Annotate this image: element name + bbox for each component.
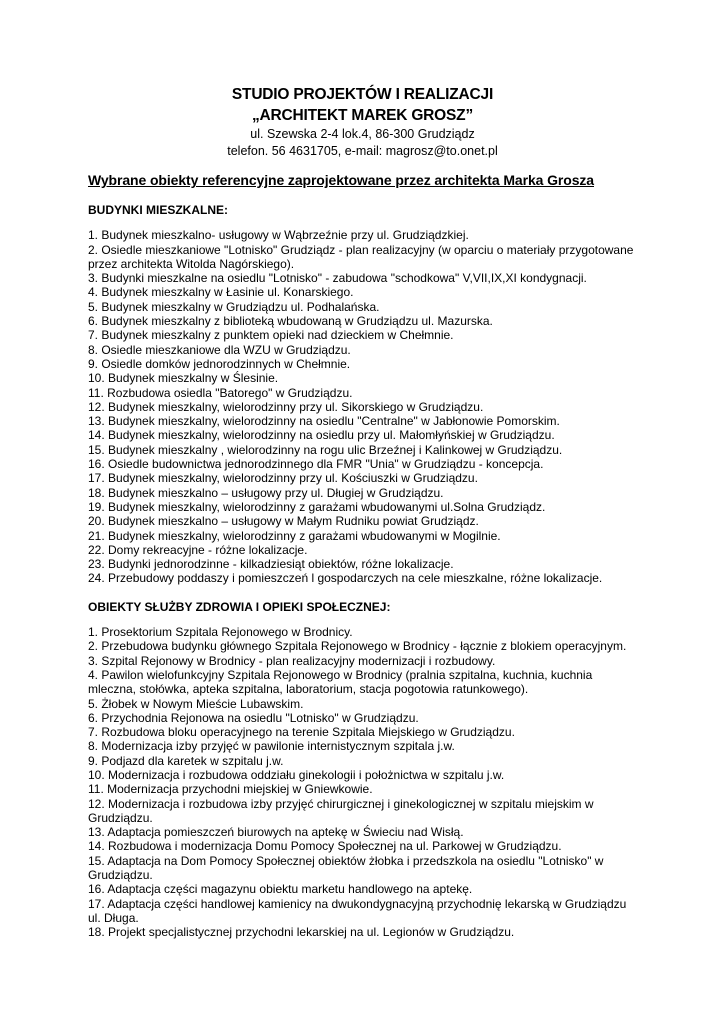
list-item: 20. Budynek mieszkalno – usługowy w Małym Rudniku powiat Grudziądz. [88, 514, 479, 529]
company-contact: telefon. 56 4631705, e-mail: magrosz@to.onet.pl [227, 144, 498, 158]
list-item: 17. Budynek mieszkalny, wielorodzinny przy ul. Kościuszki w Grudziądzu. [88, 471, 478, 486]
list-item: 24. Przebudowy poddaszy i pomieszczeń l gospodarczych na cele mieszkalne, różne lokalizacje. [88, 571, 603, 586]
section-item-list [88, 228, 639, 585]
document-title: Wybrane obiekty referencyjne zaprojektowane przez architekta Marka Grosza [88, 172, 594, 188]
list-item: 9. Osiedle domków jednorodzinnych w Chełmnie. [88, 356, 351, 371]
list-item: 14. Rozbudowa i modernizacja Domu Pomocy Społecznej na ul. Parkowej w Grudziądzu. [88, 839, 562, 854]
list-item: 12. Budynek mieszkalny, wielorodzinny przy ul. Sikorskiego w Grudziądzu. [88, 399, 484, 414]
list-item: 7. Budynek mieszkalny z punktem opieki nad dzieckiem w Chełmnie. [88, 328, 454, 343]
list-item: 13. Adaptacja pomieszczeń biurowych na aptekę w Świeciu nad Wisłą. [88, 825, 464, 840]
list-item: 10. Budynek mieszkalny w Ślesinie. [88, 371, 279, 386]
list-item: 6. Przychodnia Rejonowa na osiedlu "Lotnisko" w Grudziądzu. [88, 710, 419, 725]
list-item: 7. Rozbudowa bloku operacyjnego na terenie Szpitala Miejskiego w Grudziądzu. [88, 725, 515, 740]
list-item: 13. Budynek mieszkalny, wielorodzinny na osiedlu "Centralne" w Jabłonowie Pomorskim. [88, 414, 560, 429]
list-item: 4. Budynek mieszkalny w Łasinie ul. Konarskiego. [88, 285, 354, 300]
list-item: 15. Budynek mieszkalny , wielorodzinny na rogu ulic Brzeźnej i Kalinkowej w Grudziądzu. [88, 442, 563, 457]
list-item: 1. Prosektorium Szpitala Rejonowego w Brodnicy. [88, 625, 353, 640]
company-address: ul. Szewska 2-4 lok.4, 86-300 Grudziądz [250, 127, 475, 141]
list-item: 9. Podjazd dla karetek w szpitalu j.w. [88, 753, 284, 768]
list-item: 5. Budynek mieszkalny w Grudziądzu ul. Podhalańska. [88, 299, 380, 314]
list-item: 10. Modernizacja i rozbudowa oddziału ginekologii i położnictwa w szpitalu j.w. [88, 767, 505, 782]
list-item: 8. Modernizacja izby przyjęć w pawilonie internistycznym szpitala j.w. [88, 739, 455, 754]
letterhead [88, 84, 637, 160]
list-item: 16. Adaptacja części magazynu obiektu marketu handlowego na aptekę. [88, 882, 473, 897]
section-title: BUDYNKI MIESZKALNE: [88, 203, 228, 217]
list-item: 18. Budynek mieszkalno – usługowy przy ul. Długiej w Grudziądzu. [88, 485, 444, 500]
list-item: 16. Osiedle budownictwa jednorodzinnego dla FMR "Unia" w Grudziądzu - koncepcja. [88, 457, 544, 472]
list-item: 17. Adaptacja części handlowej kamienicy na dwukondygnacyjną przychodnię lekarską w Grudziądzu ul. Długa. [88, 896, 627, 925]
list-item: 4. Pawilon wielofunkcyjny Szpitala Rejonowego w Brodnicy (pralnia szpitalna, kuchnia, kuchnia mleczna, stołówka, apteka szpitalna, laboratorium, stacja pogotowia ratunkowego). [88, 667, 593, 697]
list-item: 3. Budynki mieszkalne na osiedlu "Lotnisko" - zabudowa "schodkowa" V,VII,IX,XI kondygnacji. [88, 271, 587, 286]
section-item-list [88, 625, 639, 940]
list-item: 22. Domy rekreacyjne - różne lokalizacje. [88, 542, 308, 557]
list-item: 8. Osiedle mieszkaniowe dla WZU w Grudziądzu. [88, 342, 351, 357]
list-item: 11. Rozbudowa osiedla "Batorego" w Grudziądzu. [88, 385, 353, 400]
list-item: 12. Modernizacja i rozbudowa izby przyjęć chirurgicznej i ginekologicznej w szpitalu miejskim w Grudziądzu. [88, 796, 594, 825]
list-item: 3. Szpital Rejonowy w Brodnicy - plan realizacyjny modernizacji i rozbudowy. [88, 653, 496, 668]
list-item: 19. Budynek mieszkalny, wielorodzinny z garażami wbudowanymi ul.Solna Grudziądz. [88, 499, 546, 514]
list-item: 23. Budynki jednorodzinne - kilkadziesiąt obiektów, różne lokalizacje. [88, 557, 454, 572]
company-name-line2: „ARCHITEKT MAREK GROSZ” [251, 107, 473, 124]
list-item: 15. Adaptacja na Dom Pomocy Społecznej obiektów żłobka i przedszkola na osiedlu "Lotnisko" w Grudziądzu. [88, 853, 604, 883]
list-item: 1. Budynek mieszkalno- usługowy w Wąbrzeźnie przy ul. Grudziądzkiej. [88, 228, 469, 243]
sections-container [88, 203, 637, 940]
list-item: 2. Osiedle mieszkaniowe "Lotnisko" Grudziądz - plan realizacyjny (w oparciu o materiały przygotowane przez architekta Witolda Nagórskiego). [88, 242, 634, 271]
list-item: 14. Budynek mieszkalny, wielorodzinny na osiedlu przy ul. Małomłyńskiej w Grudziądzu. [88, 428, 555, 443]
company-name-line1: STUDIO PROJEKTÓW I REALIZACJI [231, 86, 494, 103]
list-item: 18. Projekt specjalistycznej przychodni lekarskiej na ul. Legionów w Grudziądzu. [88, 925, 515, 940]
list-item: 11. Modernizacja przychodni miejskiej w Gniewkowie. [88, 782, 373, 797]
section-title: OBIEKTY SŁUŻBY ZDROWIA I OPIEKI SPOŁECZNEJ: [88, 599, 391, 614]
list-item: 5. Żłobek w Nowym Mieście Lubawskim. [88, 696, 304, 711]
list-item: 21. Budynek mieszkalny, wielorodzinny z garażami wbudowanymi w Mogilnie. [88, 528, 501, 543]
list-item: 6. Budynek mieszkalny z biblioteką wbudowaną w Grudziądzu ul. Mazurska. [88, 314, 493, 329]
list-item: 2. Przebudowa budynku głównego Szpitala Rejonowego w Brodnicy - łącznie z blokiem operacyjnym. [88, 639, 627, 654]
